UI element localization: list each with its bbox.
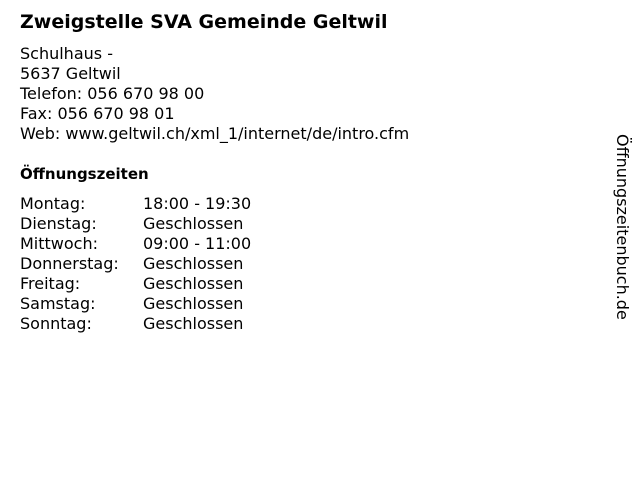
hours-time: Geschlossen: [143, 274, 244, 293]
website-link[interactable]: Web: www.geltwil.ch/xml_1/internet/de/intro.cfm: [20, 124, 410, 143]
hours-day: Freitag:: [20, 274, 81, 293]
hours-time: Geschlossen: [143, 254, 244, 273]
hours-row: [20, 194, 251, 214]
opening-hours-heading: Öffnungszeiten: [20, 165, 149, 183]
hours-time: Geschlossen: [143, 314, 244, 333]
phone-number: Telefon: 056 670 98 00: [20, 84, 205, 103]
hours-row: [20, 214, 251, 234]
hours-day: Donnerstag:: [20, 254, 119, 273]
hours-day: Montag:: [20, 194, 86, 213]
hours-time: 09:00 - 11:00: [143, 234, 252, 253]
fax-number: Fax: 056 670 98 01: [20, 104, 175, 123]
hours-row: [20, 274, 251, 294]
hours-time: 18:00 - 19:30: [143, 194, 252, 213]
address-line-1: Schulhaus -: [20, 44, 113, 63]
hours-day: Sonntag:: [20, 314, 92, 333]
page-title: Zweigstelle SVA Gemeinde Geltwil: [20, 11, 388, 33]
hours-time: Geschlossen: [143, 294, 244, 313]
site-brand-label: Öffnungszeitenbuch.de: [613, 134, 632, 320]
address-line-2: 5637 Geltwil: [20, 64, 121, 83]
hours-row: [20, 234, 251, 254]
hours-time: Geschlossen: [143, 214, 244, 233]
hours-day: Dienstag:: [20, 214, 97, 233]
hours-row: [20, 294, 251, 314]
hours-day: Samstag:: [20, 294, 96, 313]
opening-hours-table: [20, 194, 251, 334]
address-block: [20, 44, 409, 144]
hours-day: Mittwoch:: [20, 234, 98, 253]
hours-row: [20, 314, 251, 334]
hours-row: [20, 254, 251, 274]
